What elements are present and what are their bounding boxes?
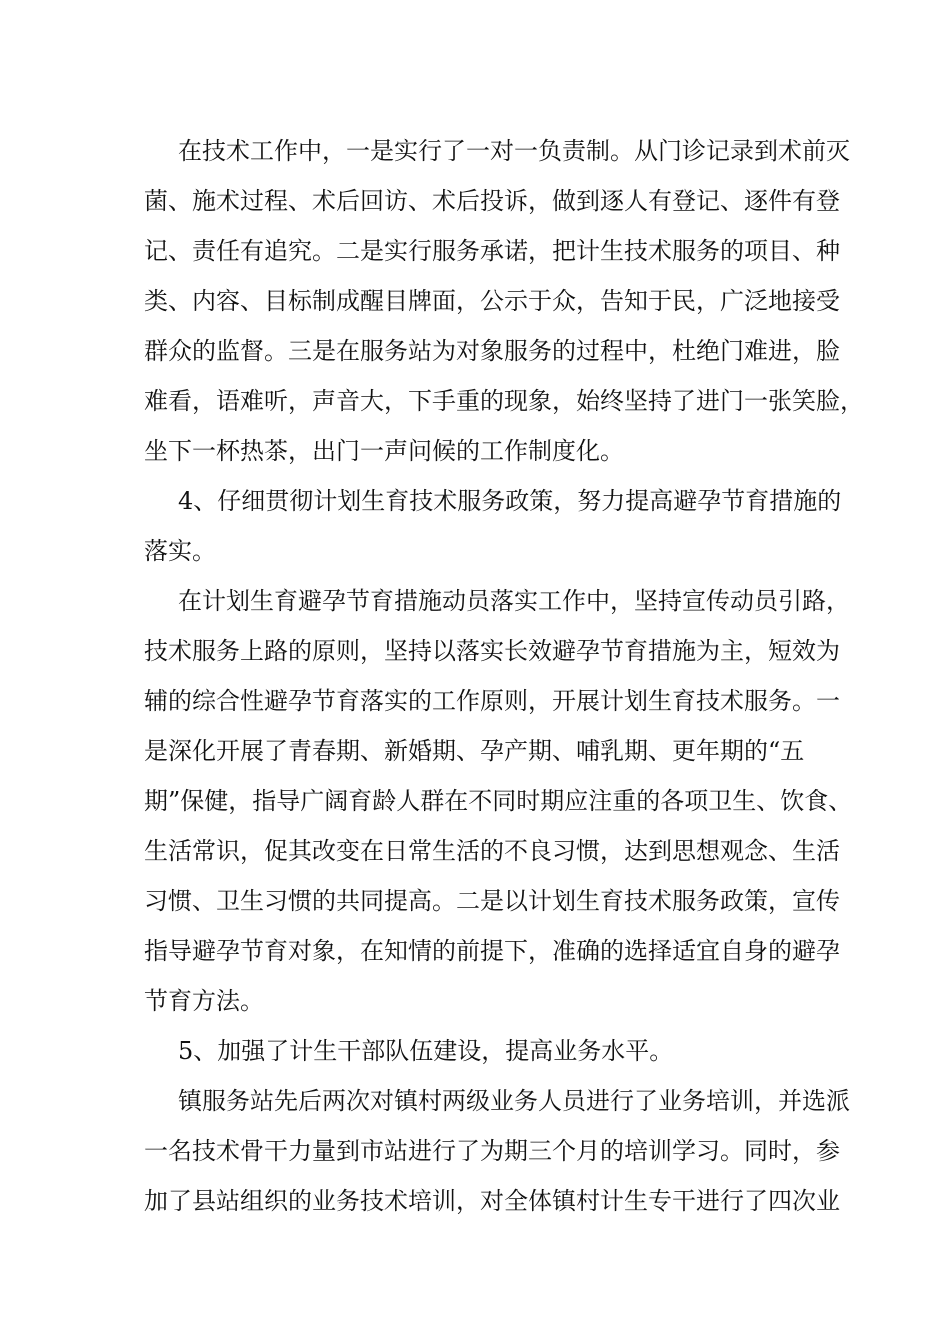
text-line: 镇服务站先后两次对镇村两级业务人员进行了业务培训，并选派 (178, 1087, 850, 1115)
text-line: 难看，语难听，声音大，下手重的现象，始终坚持了进门一张笑脸， (144, 387, 864, 415)
text-line: 生活常识，促其改变在日常生活的不良习惯，达到思想观念、生活 (144, 837, 840, 865)
text-line: 在计划生育避孕节育措施动员落实工作中，坚持宣传动员引路， (178, 587, 850, 615)
text-line: 菌、施术过程、术后回访、术后投诉，做到逐人有登记、逐件有登 (144, 187, 840, 215)
text-line: 在技术工作中，一是实行了一对一负责制。从门诊记录到术前灭 (178, 137, 850, 165)
text-line: 记、责任有追究。二是实行服务承诺，把计生技术服务的项目、种 (144, 237, 840, 265)
text-line: 辅的综合性避孕节育落实的工作原则，开展计划生育技术服务。一 (144, 687, 840, 715)
text-line: 加了县站组织的业务技术培训，对全体镇村计生专干进行了四次业 (144, 1187, 840, 1215)
text-line: 习惯、卫生习惯的共同提高。二是以计划生育技术服务政策，宣传 (144, 887, 840, 915)
text-line: 节育方法。 (144, 987, 264, 1015)
text-line: 期”保健，指导广阔育龄人群在不同时期应注重的各项卫生、饮食、 (144, 787, 853, 815)
text-line: 技术服务上路的原则，坚持以落实长效避孕节育措施为主，短效为 (144, 637, 840, 665)
section-heading: 落实。 (144, 537, 216, 565)
section-heading: 4、仔细贯彻计划生育技术服务政策，努力提高避孕节育措施的 (178, 487, 842, 515)
text-line: 类、内容、目标制成醒目牌面，公示于众，告知于民，广泛地接受 (144, 287, 840, 315)
section-heading: 5、加强了计生干部队伍建设，提高业务水平。 (178, 1037, 674, 1065)
text-line: 群众的监督。三是在服务站为对象服务的过程中，杜绝门难进，脸 (144, 337, 840, 365)
text-line: 坐下一杯热茶，出门一声问候的工作制度化。 (144, 437, 624, 465)
text-line: 指导避孕节育对象，在知情的前提下，准确的选择适宜自身的避孕 (144, 937, 840, 965)
text-line: 一名技术骨干力量到市站进行了为期三个月的培训学习。同时，参 (144, 1137, 840, 1165)
text-line: 是深化开展了青春期、新婚期、孕产期、哺乳期、更年期的“五 (144, 737, 805, 765)
